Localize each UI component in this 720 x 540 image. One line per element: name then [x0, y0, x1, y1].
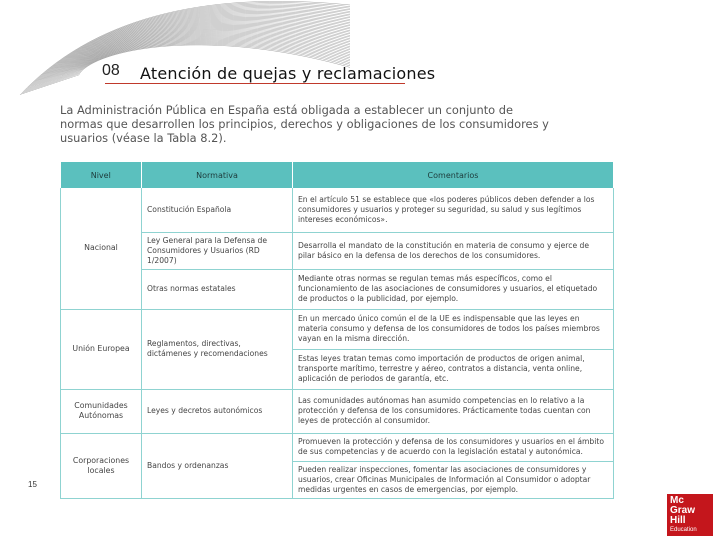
title-underline [105, 83, 405, 84]
comment-cell: Mediante otras normas se regulan temas más específicos, como el funcionamiento de las asociaciones de consumidores y usuarios, el etiquetado de productos o la publicidad, por ejemplo. [293, 269, 614, 309]
logo-subtitle: Education [670, 527, 697, 533]
header-normativa: Normativa [142, 162, 293, 188]
table-row [61, 232, 614, 269]
comment-cell: Pueden realizar inspecciones, fomentar las asociaciones de consumidores y usuarios, crear Oficinas Municipales de Información al Consumidor o adoptar medidas urgentes en casos de emergencias, por ejemplo. [293, 461, 614, 498]
norm-cell: Leyes y decretos autonómicos [142, 389, 293, 433]
comment-cell: Estas leyes tratan temas como importación de productos de origen animal, transporte marítimo, terrestre y aéreo, contratos a distancia, venta online, aplicación de periodos de garantía, etc. [293, 349, 614, 389]
table-row [61, 269, 614, 309]
slide-title: Atención de quejas y reclamaciones [140, 64, 436, 83]
table-row [61, 188, 614, 232]
intro-paragraph: La Administración Pública en España está obligada a establecer un conjunto de normas que desarrollen los principios, derechos y obligaciones de los consumidores y usuarios (véase la Tabla 8.2). [60, 103, 549, 145]
header-nivel: Nivel [61, 162, 142, 188]
norm-cell: Reglamentos, directivas, dictámenes y recomendaciones [142, 309, 293, 389]
publisher-logo [667, 494, 713, 536]
norm-cell: Otras normas estatales [142, 269, 293, 309]
table-row [61, 433, 614, 461]
decorative-wave-graphic [0, 0, 360, 100]
level-cell: Corporaciones locales [61, 433, 142, 498]
comment-cell: En un mercado único común el de la UE es indispensable que las leyes en materia consumo y defensa de los consumidores de todos los países miembros vayan en la misma dirección. [293, 309, 614, 349]
norm-cell: Constitución Española [142, 188, 293, 232]
comment-cell: En el artículo 51 se establece que «los poderes públicos deben defender a los consumidores y usuarios y proteger su seguridad, su salud y sus legítimos intereses económicos». [293, 188, 614, 232]
norm-cell: Ley General para la Defensa de Consumidores y Usuarios (RD 1/2007) [142, 232, 293, 269]
header-comentarios: Comentarios [293, 162, 614, 188]
logo-line: Hill [670, 515, 686, 526]
comment-cell: Desarrolla el mandato de la constitución en materia de consumo y ejerce de pilar básico en la defensa de los derechos de los consumidores. [293, 232, 614, 269]
comment-cell: Las comunidades autónomas han asumido competencias en lo relativo a la protección y defensa de los consumidores. Prácticamente todas cuentan con leyes de protección al consumidor. [293, 389, 614, 433]
norm-cell: Bandos y ordenanzas [142, 433, 293, 498]
level-cell: Nacional [61, 188, 142, 309]
comment-cell: Promueven la protección y defensa de los consumidores y usuarios en el ámbito de sus competencias y de acuerdo con la legislación estatal y autonómica. [293, 433, 614, 461]
logo-line: Mc [670, 495, 684, 506]
table-row [61, 309, 614, 349]
level-cell: Comunidades Autónomas [61, 389, 142, 433]
slide-number: 08 [102, 62, 120, 79]
level-cell: Unión Europea [61, 309, 142, 389]
table-row [61, 389, 614, 433]
logo-line: Graw [670, 505, 696, 516]
table-header-row [61, 162, 614, 188]
page-number: 15 [28, 480, 37, 489]
regulation-table [60, 162, 614, 499]
